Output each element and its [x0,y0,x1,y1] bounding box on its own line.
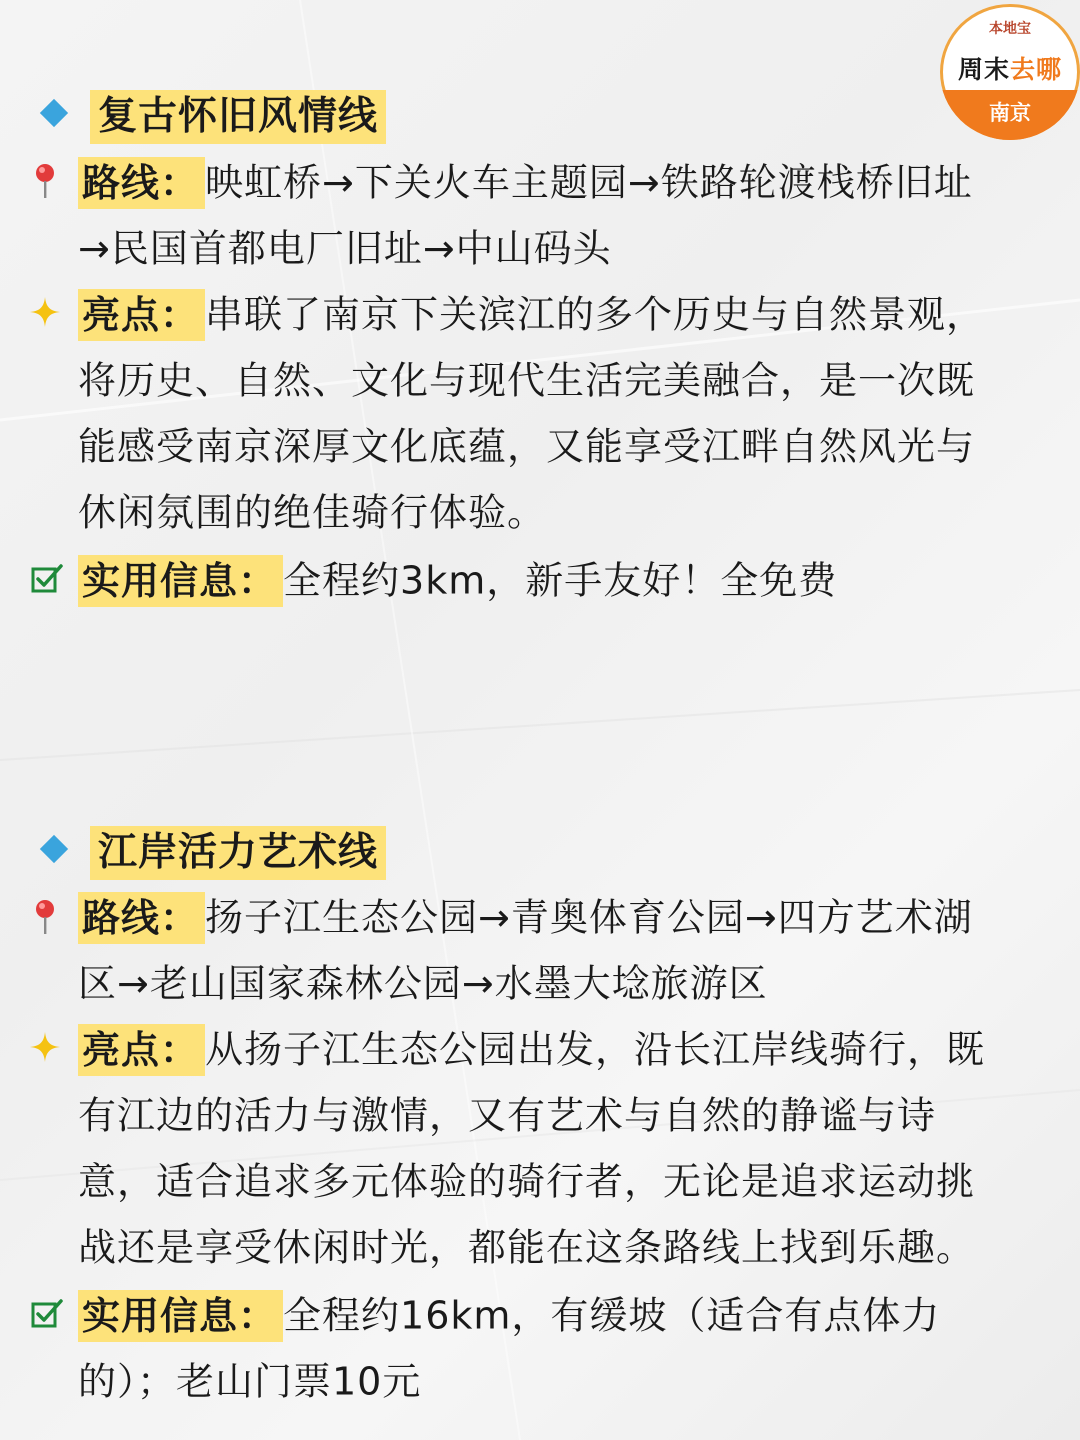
highlight-line-continued [78,477,546,543]
info-label: 实用信息： [78,1290,283,1342]
highlight-line-continued [78,345,975,411]
brand-logo [940,4,1080,140]
route-text: 映虹桥→下关火车主题园→铁路轮渡栈桥旧址 [205,160,973,205]
logo-name-part1: 周末 [957,55,1010,84]
info-line [78,545,837,611]
highlight-text: 串联了南京下关滨江的多个历史与自然景观， [205,292,986,337]
highlight-line-continued [78,1146,975,1212]
logo-city: 南京 [940,90,1080,140]
highlight-text: 意，适合追求多元体验的骑行者，无论是追求运动挑 [78,1159,976,1204]
logo-name [940,50,1080,86]
highlight-text: 战还是享受休闲时光，都能在这条路线上找到乐趣。 [78,1225,976,1270]
route-text: 区→老山国家森林公园→水墨大埝旅游区 [78,961,768,1006]
highlight-text: 休闲氛围的绝佳骑行体验。 [78,490,547,535]
highlight-text: 有江边的活力与激情，又有艺术与自然的静谧与诗 [78,1093,937,1138]
highlight-line-continued [78,1080,936,1146]
highlight-label: 亮点： [78,1024,205,1076]
sparkle-icon [29,1031,61,1063]
logo-brand-text: 本地宝 [989,21,1031,37]
pin-icon [33,899,57,935]
logo-name-part2: 去哪 [1010,55,1063,84]
route-text: 扬子江生态公园→青奥体育公园→四方艺术湖 [205,895,973,940]
highlight-text: 从扬子江生态公园出发，沿长江岸线骑行，既 [205,1027,986,1072]
highlight-text: 将历史、自然、文化与现代生活完美融合，是一次既 [78,358,976,403]
section-title-text: 江岸活力艺术线 [90,826,386,880]
checkbox-icon [31,1298,63,1328]
section-title [90,81,386,147]
info-text: 全程约16km，有缓坡（适合有点体力 [283,1293,941,1338]
sparkle-icon [29,296,61,328]
route-label: 路线： [78,157,205,209]
route-text: →民国首都电厂旧址→中山码头 [78,226,612,271]
section-title [90,817,386,883]
diamond-icon [40,99,68,127]
highlight-label: 亮点： [78,289,205,341]
highlight-line-continued [78,411,975,477]
info-line-continued [78,1346,421,1412]
highlight-line-continued [78,1212,975,1278]
info-label: 实用信息： [78,555,283,607]
pin-icon [33,163,57,199]
checkbox-icon [31,563,63,593]
highlight-line [78,1014,985,1080]
route-line [78,147,973,213]
info-text: 全程约3km，新手友好！全免费 [283,558,838,603]
info-line [78,1280,940,1346]
route-label: 路线： [78,892,205,944]
info-text: 的）；老山门票10元 [78,1359,422,1404]
highlight-line [78,279,985,345]
route-line-continued [78,948,768,1014]
diamond-icon [40,835,68,863]
route-line-continued [78,213,612,279]
route-line [78,882,973,948]
section-title-text: 复古怀旧风情线 [90,90,386,144]
highlight-text: 能感受南京深厚文化底蕴，又能享受江畔自然风光与 [78,424,976,469]
